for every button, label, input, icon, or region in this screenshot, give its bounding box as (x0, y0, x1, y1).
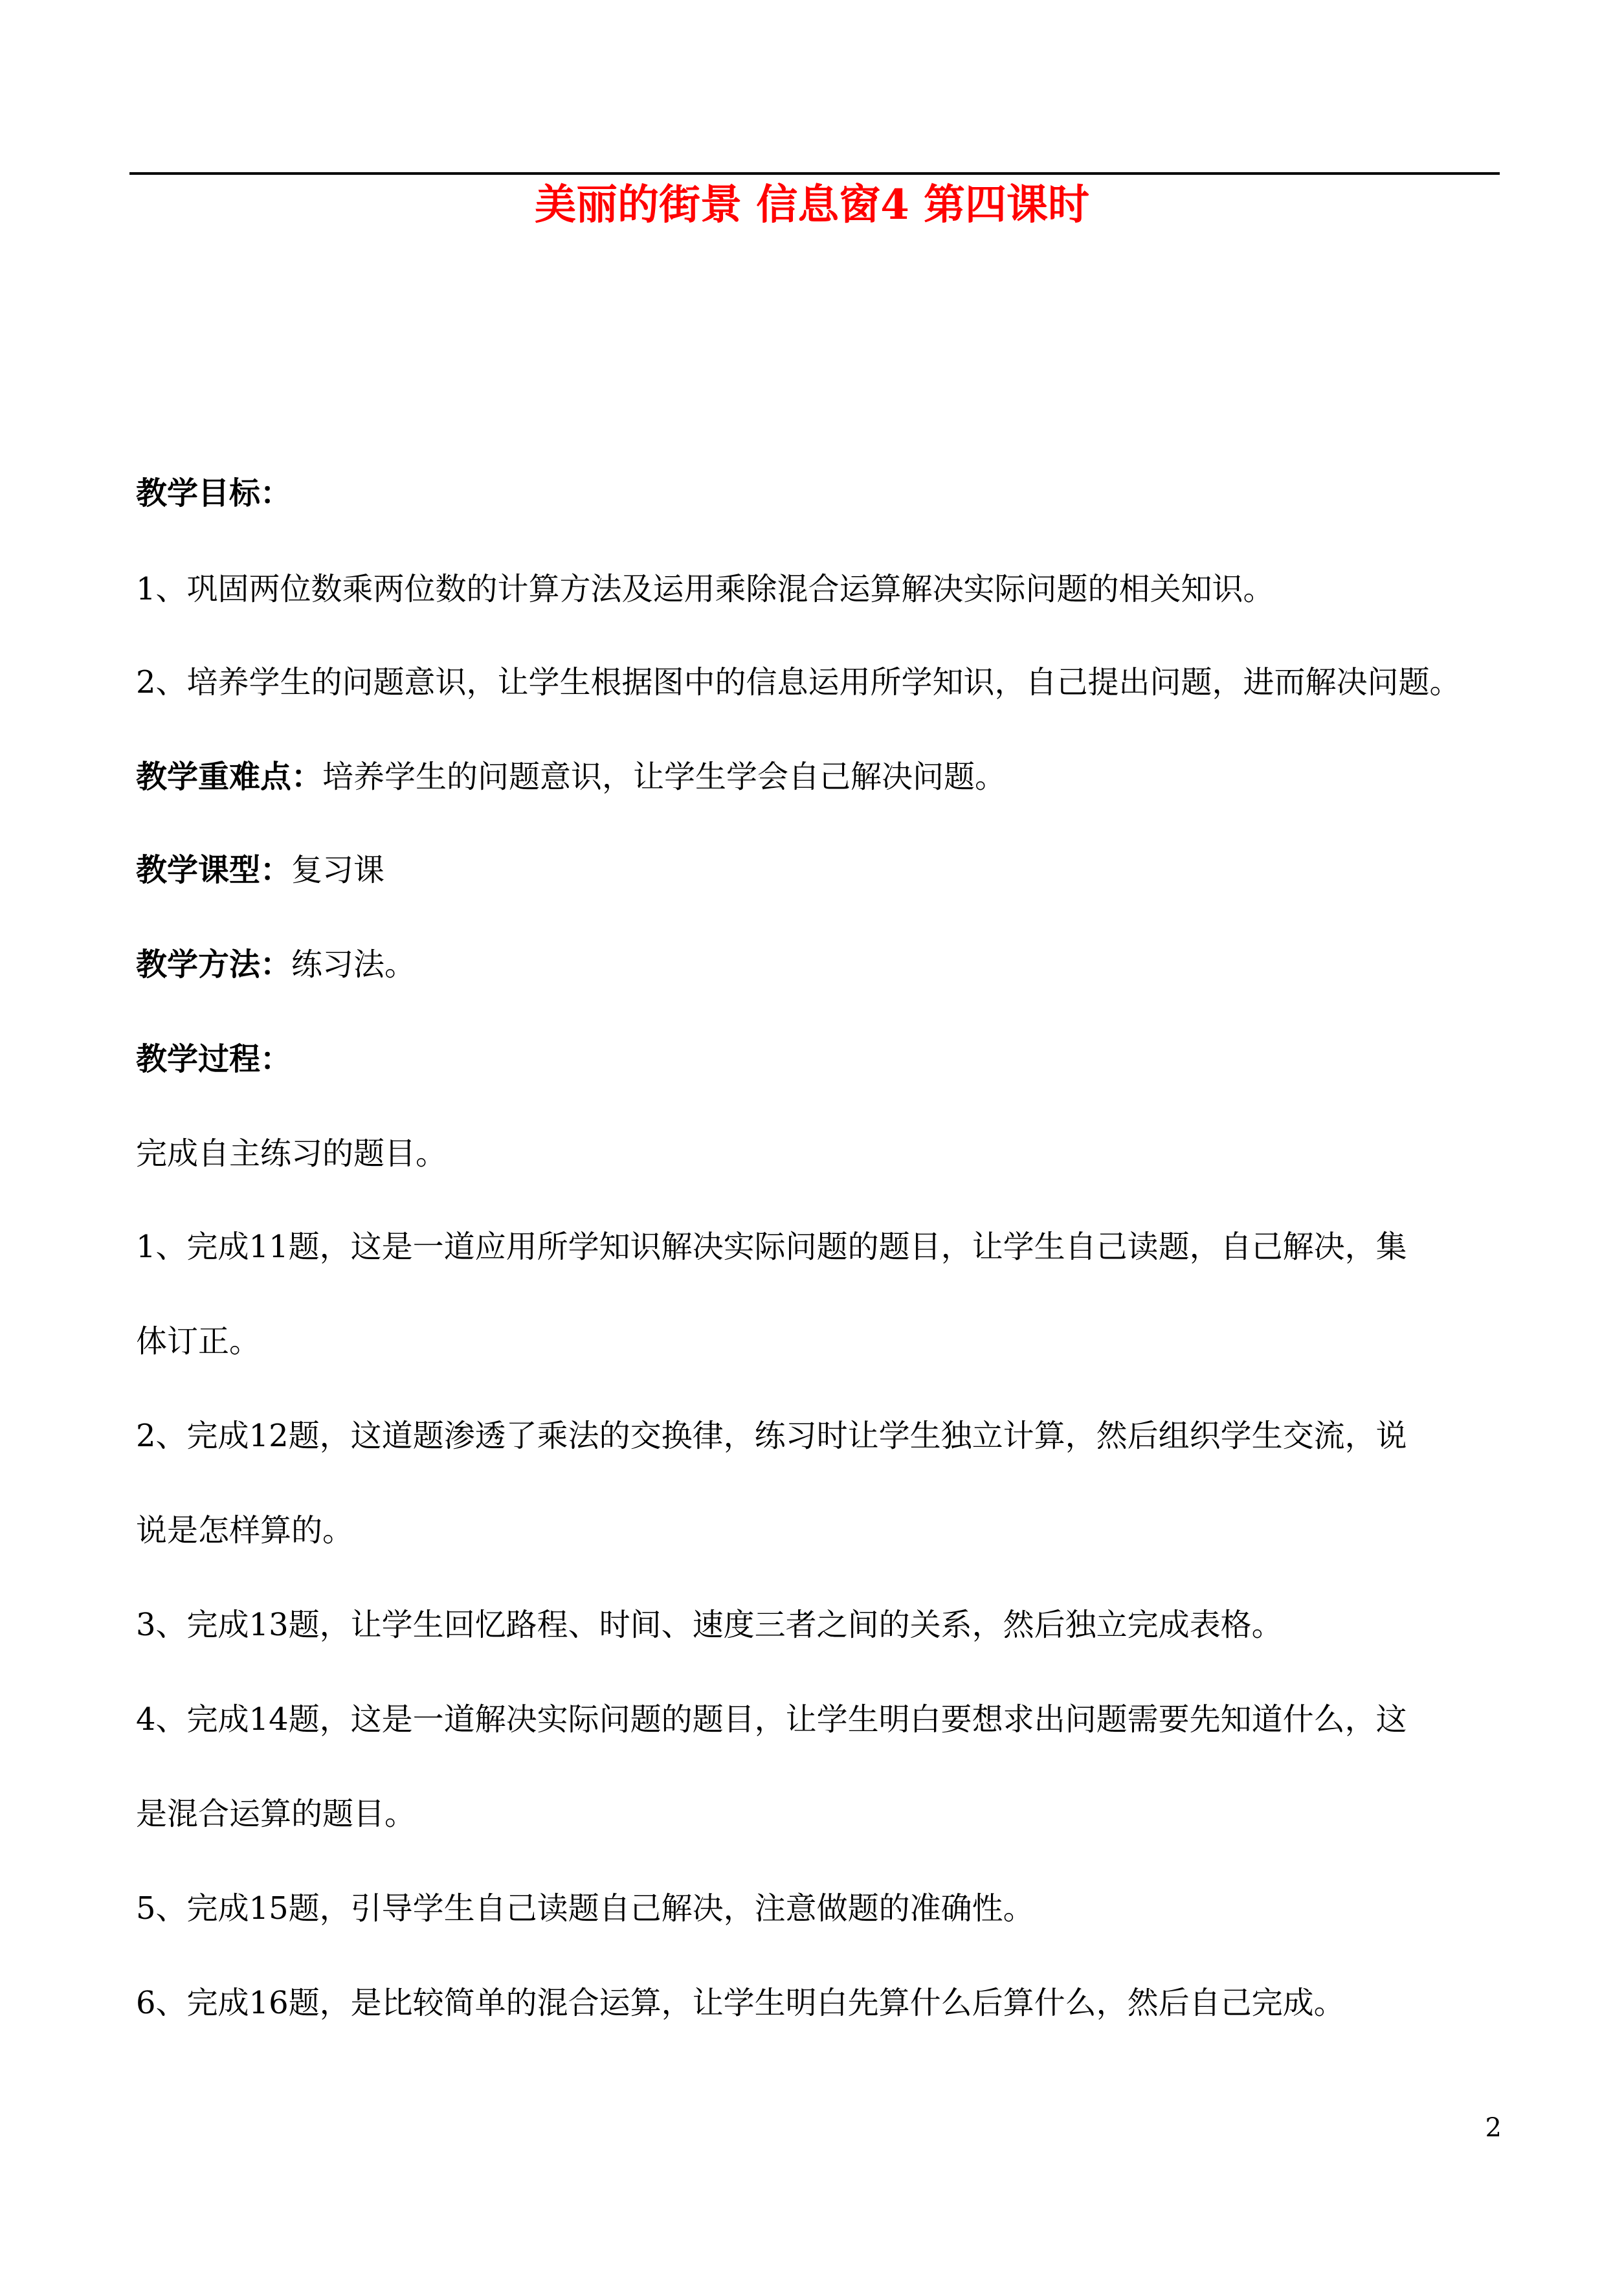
step-1-line-1: 1、完成11题，这是一道应用所学知识解决实际问题的题目，让学生自己读题，自己解决，集 (136, 1229, 1407, 1265)
method-label: 教学方法： (136, 946, 292, 983)
objective-item: 1、巩固两位数乘两位数的计算方法及运用乘除混合运算解决实际问题的相关知识。 (136, 571, 1274, 607)
step-2-line-1: 2、完成12题，这道题渗透了乘法的交换律，练习时让学生独立计算，然后组织学生交流，说 (136, 1418, 1407, 1454)
lesson-type-label: 教学课型： (136, 852, 292, 888)
lesson-type-line (136, 849, 384, 891)
header-rule (129, 172, 1500, 175)
objectives-heading: 教学目标： (136, 475, 292, 511)
step-5-line-1: 5、完成15题，引导学生自己读题自己解决，注意做题的准确性。 (136, 1890, 1034, 1927)
document-title: 美丽的街景 信息窗4 第四课时 (534, 181, 1090, 229)
method-line (136, 944, 416, 985)
page-number: 2 (1485, 2113, 1502, 2143)
method-text: 练习法。 (291, 946, 416, 983)
key-points-line (136, 756, 1006, 798)
process-heading: 教学过程： (136, 1041, 292, 1077)
step-4-line-2: 是混合运算的题目。 (136, 1796, 416, 1832)
key-points-text: 培养学生的问题意识，让学生学会自己解决问题。 (322, 759, 1007, 795)
step-1-line-2: 体订正。 (136, 1323, 261, 1359)
objective-item: 2、培养学生的问题意识，让学生根据图中的信息运用所学知识，自己提出问题，进而解决问题。 (136, 664, 1461, 700)
process-intro: 完成自主练习的题目。 (136, 1135, 447, 1172)
step-3-line-1: 3、完成13题，让学生回忆路程、时间、速度三者之间的关系，然后独立完成表格。 (136, 1607, 1283, 1643)
step-4-line-1: 4、完成14题，这是一道解决实际问题的题目，让学生明白要想求出问题需要先知道什么，这 (136, 1701, 1407, 1738)
key-points-label: 教学重难点： (136, 759, 323, 795)
step-6-line-1: 6、完成16题，是比较简单的混合运算，让学生明白先算什么后算什么，然后自己完成。 (136, 1985, 1345, 2021)
lesson-type-text: 复习课 (291, 852, 385, 888)
step-2-line-2: 说是怎样算的。 (136, 1512, 354, 1549)
